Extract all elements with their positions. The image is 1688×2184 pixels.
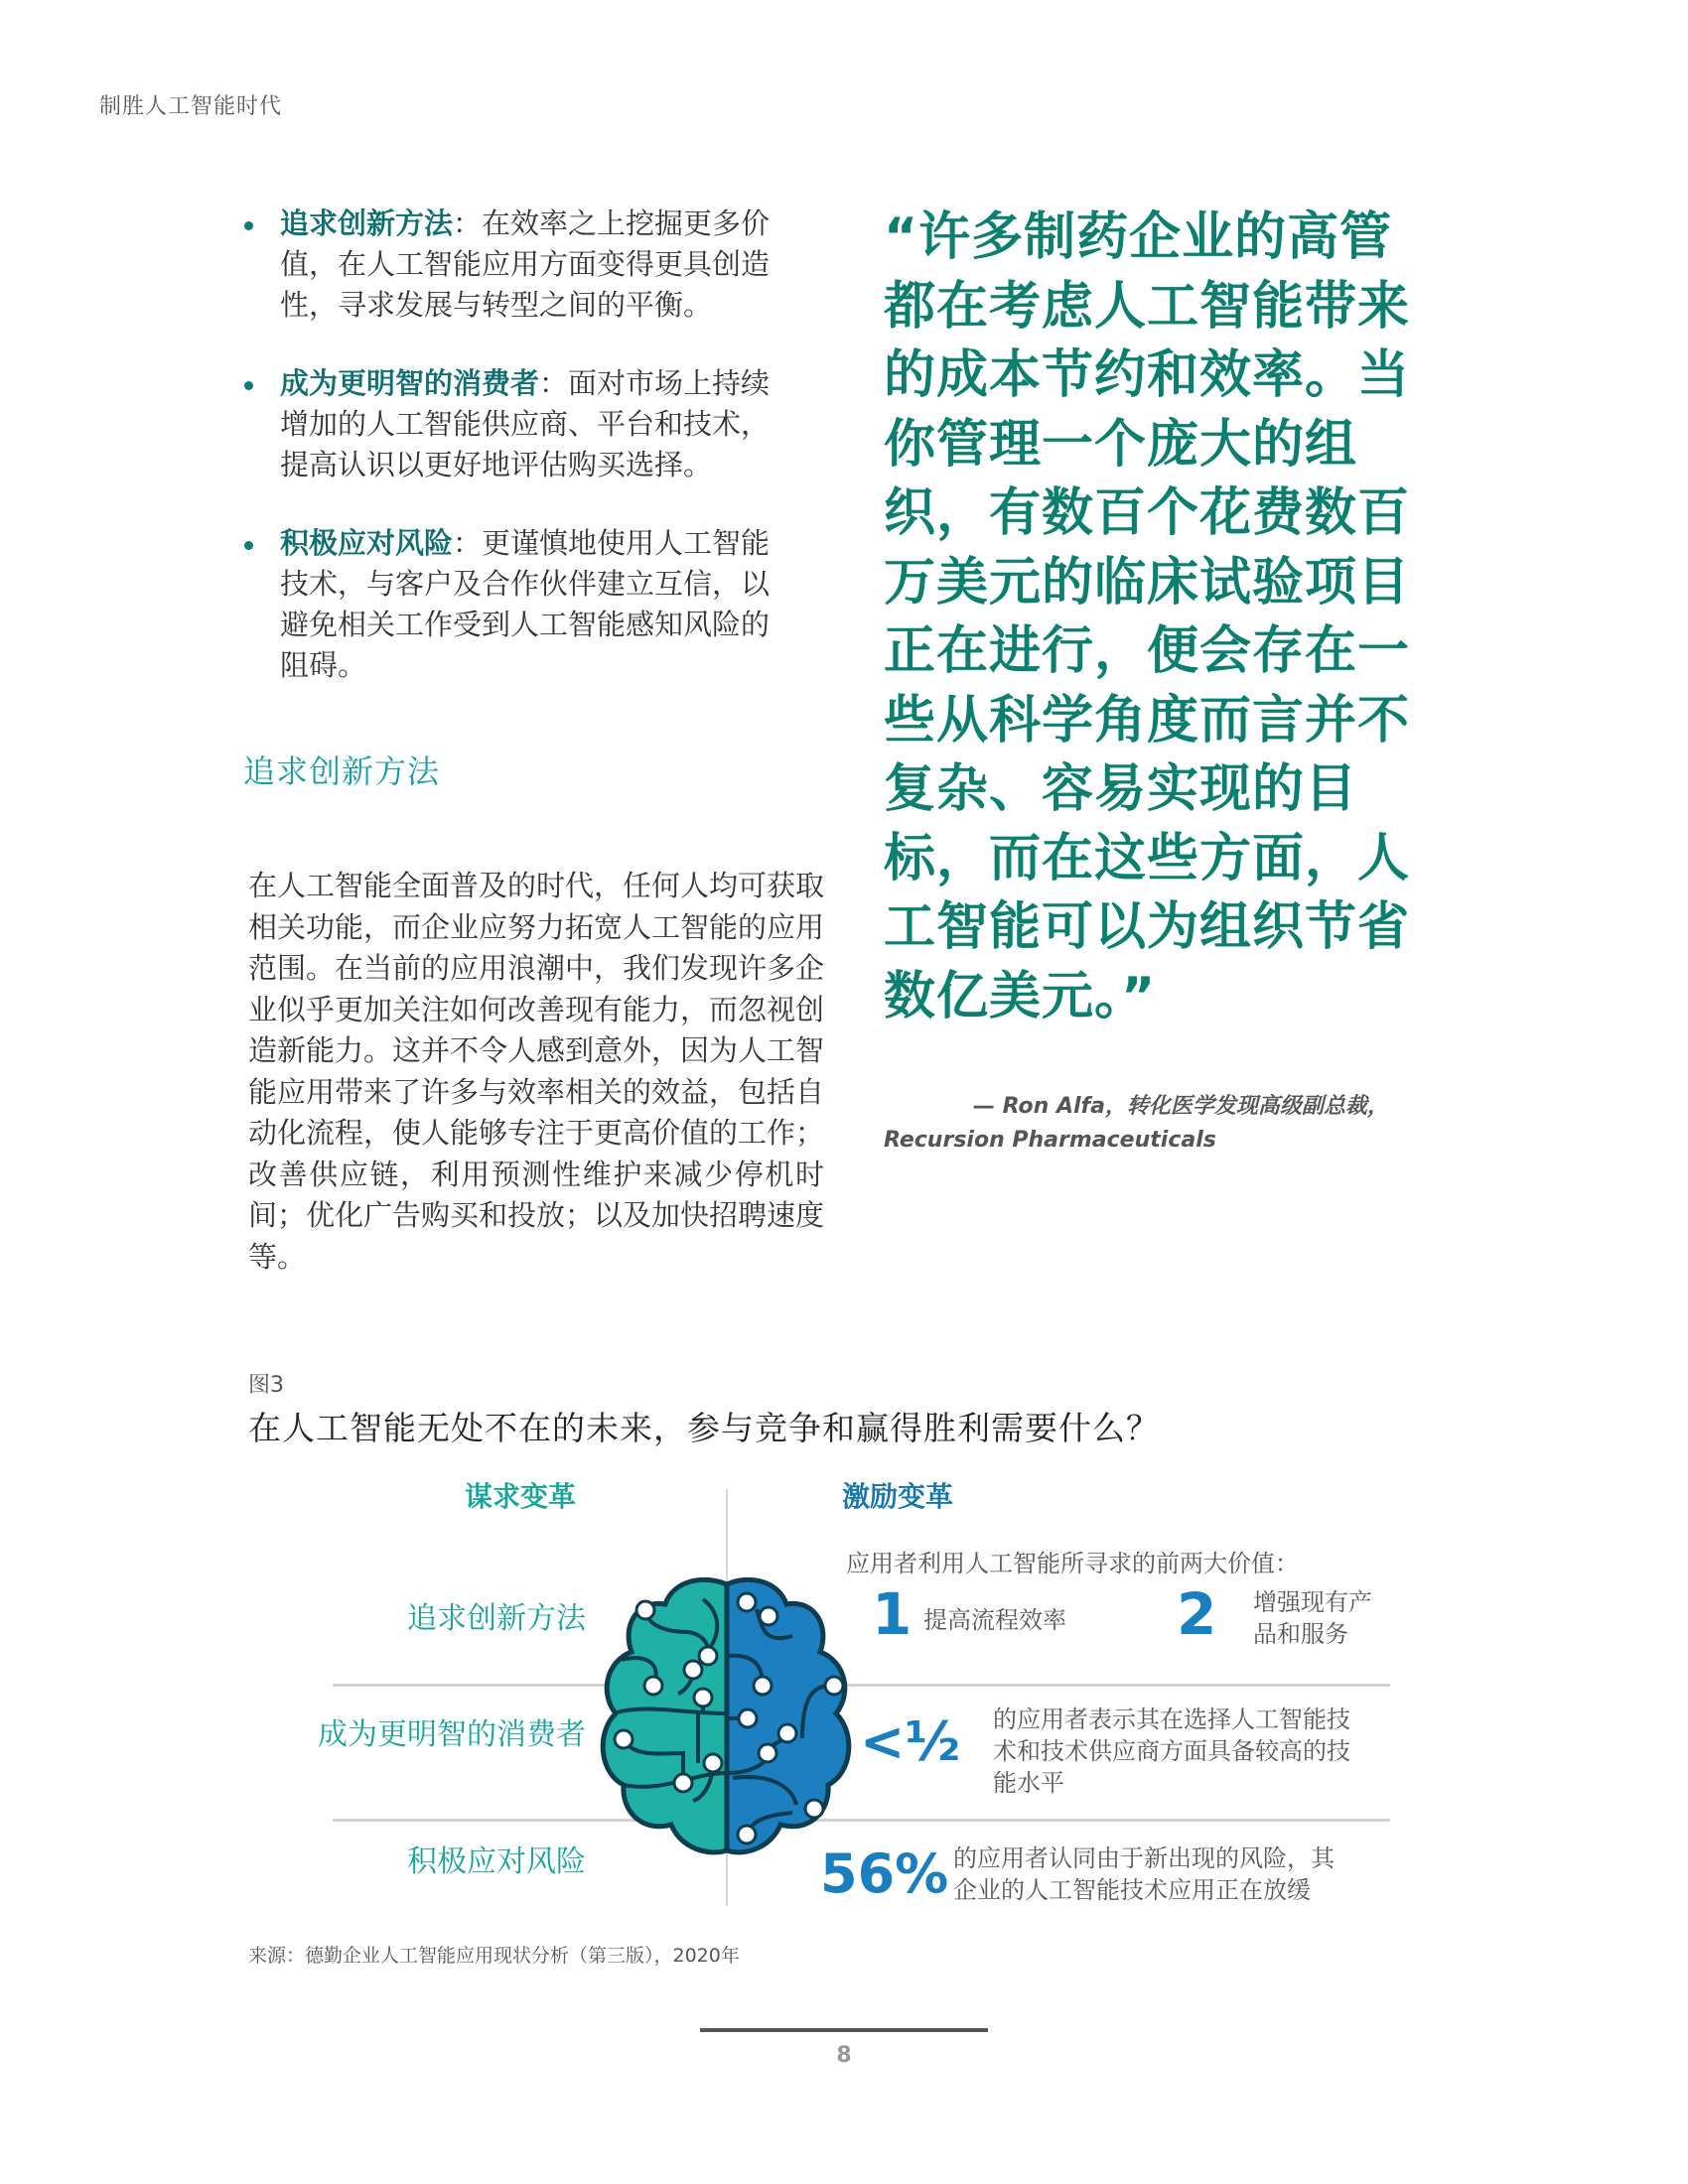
figure-label: 图3 [248, 1373, 284, 1398]
bullet-dot-icon [244, 381, 253, 390]
right-column-header: 激励变革 [842, 1480, 954, 1513]
section-heading: 追求创新方法 [243, 752, 441, 790]
bullet-dot-icon [244, 541, 253, 550]
attribution-company: Recursion Pharmaceuticals [884, 1128, 1216, 1153]
left-item-risk: 积极应对风险 [407, 1844, 586, 1879]
running-header: 制胜人工智能时代 [99, 94, 283, 119]
values-intro: 应用者利用人工智能所寻求的前两大价值： [846, 1550, 1299, 1577]
value-text-2: 增强现有产品和服务 [1253, 1588, 1372, 1648]
bullet-text: 在效率之上挖掘更多价值，在人工智能应用方面变得更具创造性，寻求发展与转型之间的平衡。 [280, 206, 771, 322]
figure-title: 在人工智能无处不在的未来，参与竞争和赢得胜利需要什么？ [248, 1409, 1160, 1447]
footer-divider [700, 2028, 988, 2032]
page-number: 8 [836, 2043, 852, 2068]
stat-number-56: 56% [820, 1843, 949, 1905]
row-divider [333, 1684, 1390, 1687]
value-rank-1: 1 [872, 1580, 913, 1648]
brain-circuit-icon [594, 1574, 858, 1862]
bullet-term: 成为更明智的消费者 [280, 366, 540, 400]
bullet-text: 更谨慎地使用人工智能技术，与客户及合作伙伴建立互信，以避免相关工作受到人工智能感知风险的阻碍。 [280, 526, 771, 682]
row-divider [333, 1819, 1390, 1822]
bullet-list [238, 204, 794, 724]
bullet-item [238, 523, 794, 686]
value-text-1: 提高流程效率 [923, 1606, 1066, 1634]
body-paragraph: 在人工智能全面普及的时代，任何人均可获取相关功能，而企业应努力拓宽人工智能的应用范围。在当前的应用浪潮中，我们发现许多企业似乎更加关注如何改善现有能力，而忽视创造新能力。这并不令人感到意外，因为人工智能应用带来了许多与效率相关的效益，包括自动化流程，使人能够专注于更高价值的工作；改善供应链，利用预测性维护来减少停机时间；优化广告购买和投放；以及加快招聘速度等。 [248, 869, 825, 1274]
figure-source: 来源：德勤企业人工智能应用现状分析（第三版），2020年 [248, 1945, 740, 1967]
attribution-name: — Ron Alfa，转化医学发现高级副总裁， [973, 1094, 1389, 1119]
bullet-term: 追求创新方法 [280, 206, 454, 240]
pull-quote: “许多制药企业的高管都在考虑人工智能带来的成本节约和效率。当你管理一个庞大的组织，有数百个花费数百万美元的临床试验项目正在进行，便会存在一些从科学角度而言并不复杂、容易实现的目标，而在这些方面，人工智能可以为组织节省数亿美元。” [884, 207, 1411, 1026]
bullet-item [238, 204, 794, 326]
stat-text-56: 的应用者认同由于新出现的风险，其企业的人工智能技术应用正在放缓 [953, 1844, 1335, 1904]
left-column-header: 谋求变革 [465, 1480, 577, 1513]
value-rank-2: 2 [1177, 1580, 1217, 1648]
bullet-sep: ： [453, 206, 483, 240]
bullet-item [238, 363, 794, 485]
left-item-smart-consumer: 成为更明智的消费者 [318, 1717, 586, 1752]
bullet-term: 积极应对风险 [280, 526, 454, 560]
bullet-dot-icon [244, 221, 253, 230]
bullet-text: 面对市场上持续增加的人工智能供应商、平台和技术，提高认识以更好地评估购买选择。 [280, 366, 771, 481]
stat-number-half: <½ [860, 1710, 961, 1773]
quote-attribution [884, 1090, 1460, 1158]
bullet-sep: ： [539, 366, 569, 400]
stat-text-half: 的应用者表示其在选择人工智能技术和技术供应商方面具备较高的技能水平 [993, 1706, 1350, 1797]
left-item-innovate: 追求创新方法 [407, 1601, 586, 1636]
bullet-sep: ： [453, 526, 483, 560]
